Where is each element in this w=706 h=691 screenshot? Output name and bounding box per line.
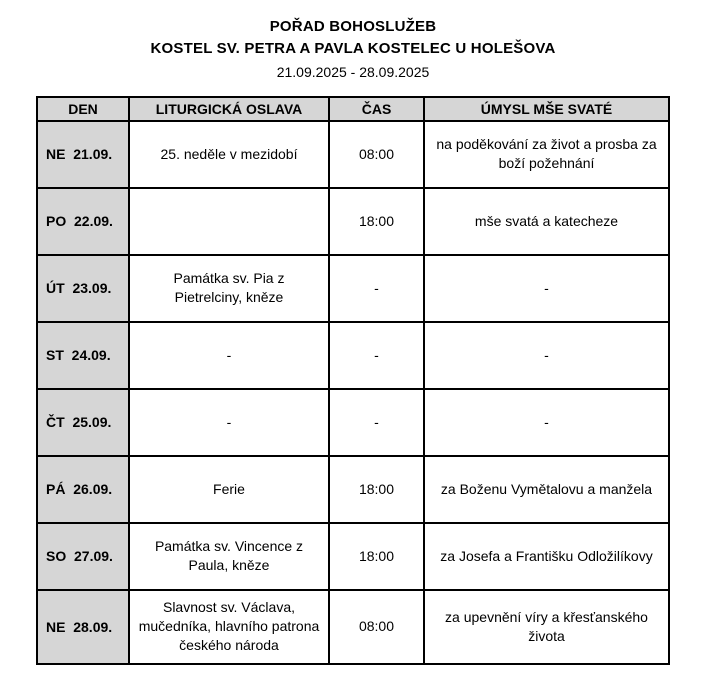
table-row	[37, 188, 669, 255]
table-row	[37, 255, 669, 322]
day-cell: PÁ 26.09.	[37, 456, 129, 523]
day-cell: SO 27.09.	[37, 523, 129, 590]
day-cell: ČT 25.09.	[37, 389, 129, 456]
column-header-umysl: ÚMYSL MŠE SVATÉ	[424, 97, 669, 121]
day-cell: PO 22.09.	[37, 188, 129, 255]
table-row	[37, 590, 669, 664]
intention-cell: -	[424, 255, 669, 322]
table-row	[37, 121, 669, 188]
schedule-table	[36, 96, 670, 665]
table-row	[37, 389, 669, 456]
table-row	[37, 456, 669, 523]
celebration-cell: Památka sv. Vincence z Paula, kněze	[129, 523, 329, 590]
column-header-den: DEN	[37, 97, 129, 121]
table-header-row	[37, 97, 669, 121]
intention-cell: za upevnění víry a křesťanského života	[424, 590, 669, 664]
page-title: POŘAD BOHOSLUŽEB	[269, 18, 437, 35]
time-cell: 18:00	[329, 456, 424, 523]
day-cell: NE 28.09.	[37, 590, 129, 664]
column-header-liturgicka-oslava: LITURGICKÁ OSLAVA	[129, 97, 329, 121]
celebration-cell: 25. neděle v mezidobí	[129, 121, 329, 188]
celebration-cell: -	[129, 389, 329, 456]
time-cell: 08:00	[329, 590, 424, 664]
day-cell: NE 21.09.	[37, 121, 129, 188]
intention-cell: za Josefa a Františku Odložilíkovy	[424, 523, 669, 590]
celebration-cell	[129, 188, 329, 255]
celebration-cell: Ferie	[129, 456, 329, 523]
intention-cell: za Boženu Vymětalovu a manžela	[424, 456, 669, 523]
intention-cell: -	[424, 389, 669, 456]
time-cell: -	[329, 322, 424, 389]
intention-cell: -	[424, 322, 669, 389]
intention-cell: na poděkování za život a prosba za boží požehnání	[424, 121, 669, 188]
time-cell: 08:00	[329, 121, 424, 188]
celebration-cell: Slavnost sv. Václava, mučedníka, hlavního patrona českého národa	[129, 590, 329, 664]
day-cell: ÚT 23.09.	[37, 255, 129, 322]
intention-cell: mše svatá a katecheze	[424, 188, 669, 255]
time-cell: -	[329, 255, 424, 322]
day-cell: ST 24.09.	[37, 322, 129, 389]
document-header	[0, 16, 706, 82]
celebration-cell: -	[129, 322, 329, 389]
table-row	[37, 322, 669, 389]
time-cell: 18:00	[329, 188, 424, 255]
page-subtitle: KOSTEL SV. PETRA A PAVLA KOSTELEC U HOLEŠOVA	[150, 39, 556, 57]
time-cell: 18:00	[329, 523, 424, 590]
date-range: 21.09.2025 - 28.09.2025	[276, 63, 430, 80]
table-row	[37, 523, 669, 590]
celebration-cell: Památka sv. Pia z Pietrelciny, kněze	[129, 255, 329, 322]
time-cell: -	[329, 389, 424, 456]
column-header-cas: ČAS	[329, 97, 424, 121]
